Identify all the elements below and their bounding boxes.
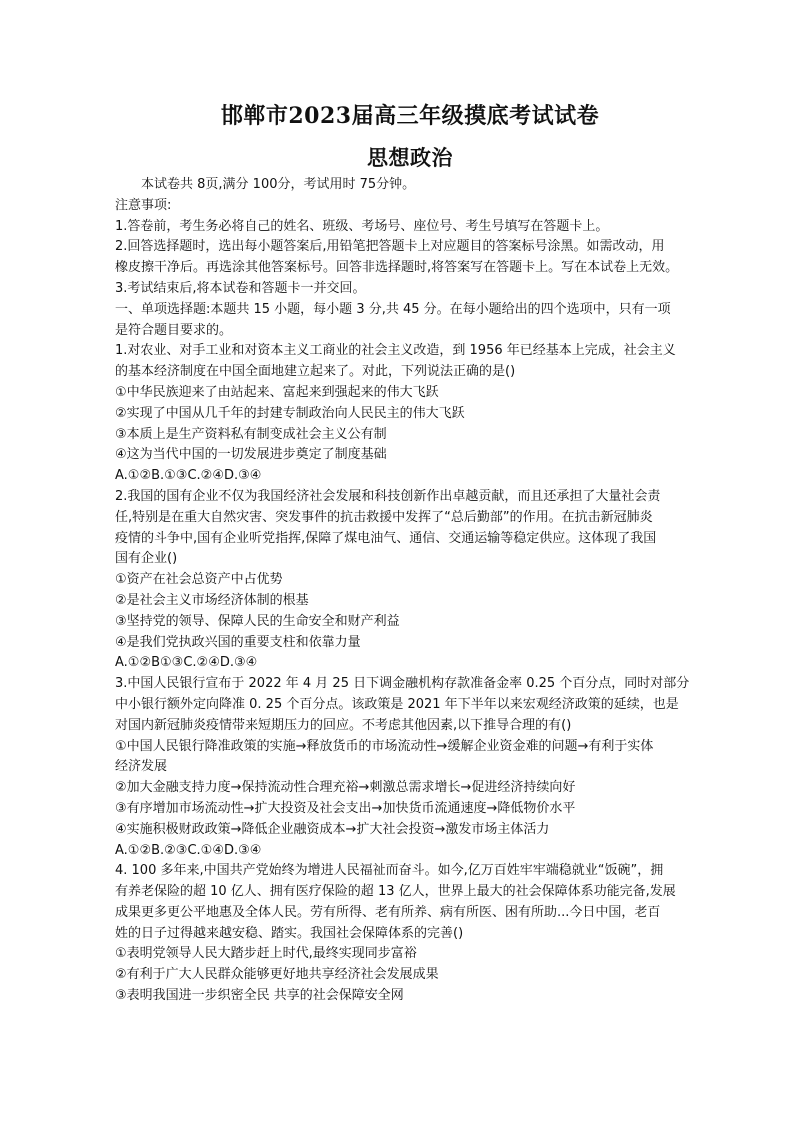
paper-info: 本试卷共 8页,满分 100分，考试用时 75分钟。 <box>141 177 416 192</box>
question-2-stem: 国有企业() <box>115 551 178 567</box>
question-2-stem: 疫情的斗争中,国有企业听党指挥,保障了煤电油气、通信、交通运输等稳定供应。这体现了我国 <box>115 530 657 546</box>
exam-subject: 思想政治 <box>367 145 453 170</box>
question-1-stem: 1.对农业、对手工业和对资本主义工商业的社会主义改造，到 1956 年已经基本上完成，社会主义 <box>115 343 676 359</box>
question-2-statement: ③坚持党的领导、保障人民的生命安全和财产利益 <box>115 613 400 629</box>
question-2-stem: 任,特别是在重大自然灾害、突发事件的抗击救援中发挥了“总后勤部”的作用。在抗击新冠肺炎 <box>115 509 653 525</box>
exam-page <box>115 97 705 1007</box>
question-2-options: A.①②B①③C.②④D.③④ <box>115 655 258 671</box>
notice-item: 3.考试结束后,将本试卷和答题卡一并交回。 <box>115 280 366 296</box>
question-4-statement: ②有利于广大人民群众能够更好地共享经济社会发展成果 <box>115 967 439 983</box>
question-1-statement: ①中华民族迎来了由站起来、富起来到强起来的伟大飞跃 <box>115 384 439 400</box>
question-3-options: A.①②B.②③C.①④D.③④ <box>115 842 262 858</box>
section-heading: 一、单项选择题:本题共 15 小题，每小题 3 分,共 45 分。在每小题给出的四个选项中，只有一项 <box>115 301 671 317</box>
question-3-statement: ④实施积极财政政策→降低企业融资成本→扩大社会投资→激发市场主体活力 <box>115 821 550 837</box>
question-4-stem: 有养老保险的超 10 亿人、拥有医疗保险的超 13 亿人，世界上最大的社会保障体系功能完备,发展 <box>115 884 676 900</box>
question-1-statement: ③本质上是生产资料私有制变成社会主义公有制 <box>115 426 387 442</box>
question-1-stem: 的基本经济制度在中国全面地建立起来了。对此，下列说法正确的是() <box>115 364 516 380</box>
question-1-statement: ④这为当代中国的一切发展进步奠定了制度基础 <box>115 447 387 463</box>
exam-body <box>115 175 705 1007</box>
notice-item: 橡皮擦干净后。再选涂其他答案标号。回答非选择题时,将答案写在答题卡上。写在本试卷上无效。 <box>115 260 679 276</box>
question-3-stem: 对国内新冠肺炎疫情带来短期压力的回应。不考虑其他因素,以下推导合理的有() <box>115 717 572 733</box>
section-heading: 是符合题目要求的。 <box>115 322 233 338</box>
notice-heading: 注意事项: <box>115 197 172 213</box>
question-4-stem: 姓的日子过得越来越安稳、踏实。我国社会保障体系的完善() <box>115 925 464 941</box>
question-2-statement: ①资产在社会总资产中占优势 <box>115 572 283 588</box>
question-3-statement: ③有序增加市场流动性→扩大投资及社会支出→加快货币流通速度→降低物价水平 <box>115 800 576 816</box>
question-2-statement: ②是社会主义市场经济体制的根基 <box>115 592 309 608</box>
exam-title: 邯郸市2023届高三年级摸底考试试卷 <box>220 103 600 129</box>
question-4-stem: 成果更多更公平地惠及全体人民。劳有所得、老有所养、病有所医、困有所助...今日中国，老百 <box>115 904 661 920</box>
question-2-stem: 2.我国的国有企业不仅为我国经济社会发展和科技创新作出卓越贡献，而且还承担了大量社会责 <box>115 488 661 504</box>
question-3-stem: 中小银行额外定向降准 0. 25 个百分点。该政策是 2021 年下半年以来宏观经济政策的延续，也是 <box>115 696 679 712</box>
question-3-statement: ①中国人民银行降准政策的实施→释放货币的市场流动性→缓解企业资金难的问题→有利于实体 <box>115 738 654 754</box>
question-4-statement: ③表明我国进一步织密全民 共享的社会保障安全网 <box>115 988 404 1004</box>
question-4-stem: 4. 100 多年来,中国共产党始终为增进人民福祉而奋斗。如今,亿万百姓牢牢端稳就业“饭碗”，拥 <box>115 863 664 879</box>
notice-item: 1.答卷前，考生务必将自己的姓名、班级、考场号、座位号、考生号填写在答题卡上。 <box>115 218 609 234</box>
question-3-statement: 经济发展 <box>115 759 168 775</box>
notice-item: 2.回答选择题时，选出每小题答案后,用铅笔把答题卡上对应题目的答案标号涂黑。如需改动，用 <box>115 239 665 255</box>
question-2-statement: ④是我们党执政兴国的重要支柱和依靠力量 <box>115 634 361 650</box>
question-4-statement: ①表明党领导人民大踏步赶上时代,最终实现同步富裕 <box>115 946 417 962</box>
question-3-stem: 3.中国人民银行宣布于 2022 年 4 月 25 日下调金融机构存款准备金率 0.25 个百分点，同时对部分 <box>115 676 690 692</box>
question-1-options: A.①②B.①③C.②④D.③④ <box>115 468 262 484</box>
question-3-statement: ②加大金融支持力度→保持流动性合理充裕→刺激总需求增长→促进经济持续向好 <box>115 780 576 796</box>
question-1-statement: ②实现了中国从几千年的封建专制政治向人民民主的伟大飞跃 <box>115 405 465 421</box>
